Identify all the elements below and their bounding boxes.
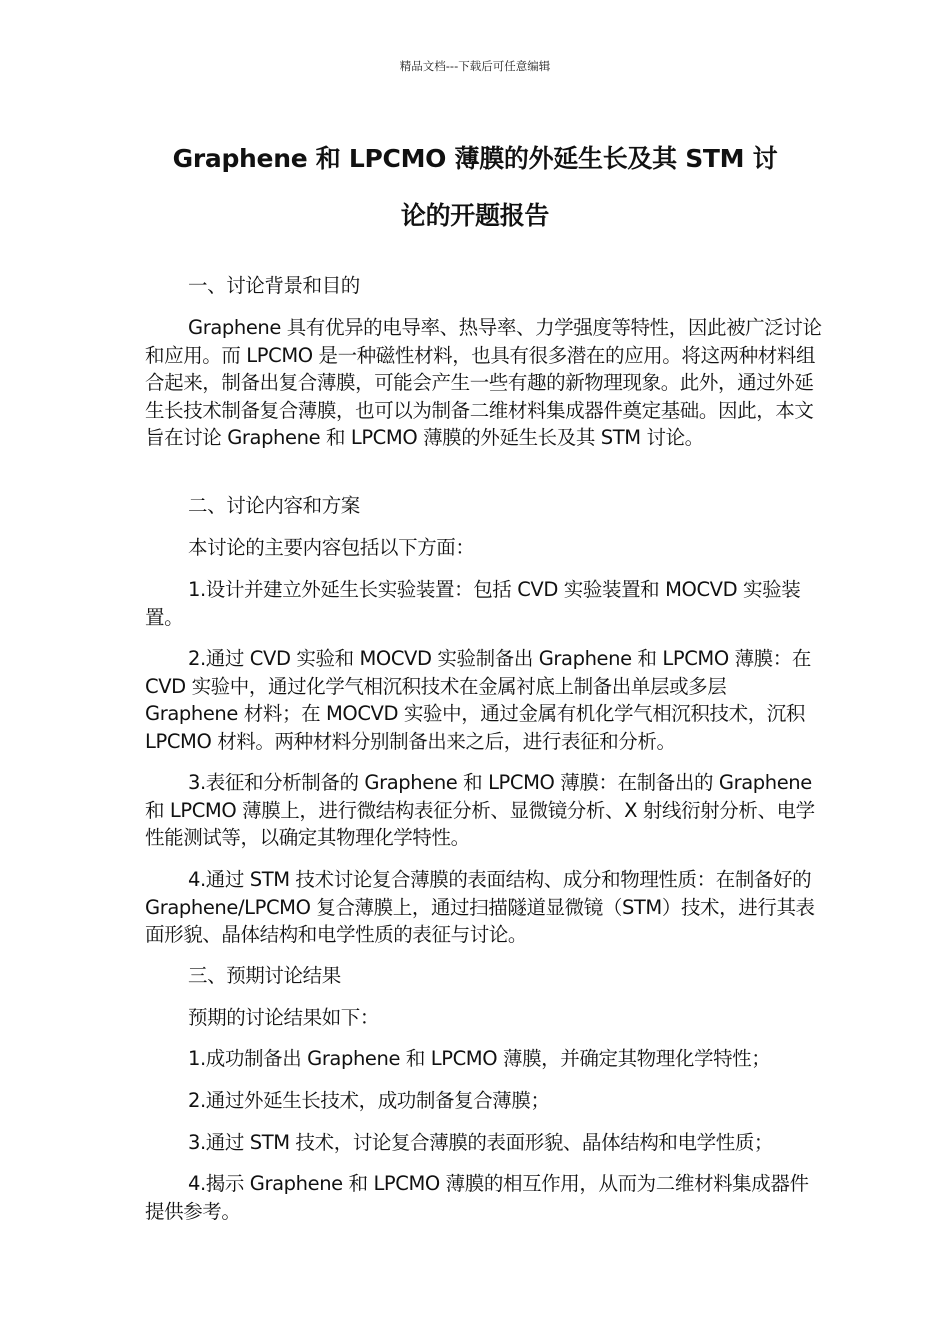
section-heading-background: 一、讨论背景和目的	[188, 274, 360, 297]
section-heading-content: 二、讨论内容和方案	[188, 494, 360, 517]
list-item-result-3: 3.通过 STM 技术，讨论复合薄膜的表面形貌、晶体结构和电学性质；	[188, 1131, 774, 1154]
paragraph-results-intro: 预期的讨论结果如下：	[188, 1006, 380, 1029]
list-item-result-4: 4.揭示 Graphene 和 LPCMO 薄膜的相互作用，从而为二维材料集成器件提供参考。	[145, 1172, 809, 1223]
document-title-line2: 论的开题报告	[400, 201, 550, 230]
list-item-content-4: 4.通过 STM 技术讨论复合薄膜的表面结构、成分和物理性质：在制备好的 Graphene/LPCMO 复合薄膜上，通过扫描隧道显微镜（STM）技术，进行其表面形貌、晶体结构和电学性质的表征与讨论。	[145, 868, 815, 946]
list-item-result-1: 1.成功制备出 Graphene 和 LPCMO 薄膜，并确定其物理化学特性；	[188, 1047, 771, 1070]
page-header: 精品文档---下载后可任意编辑	[399, 59, 551, 73]
document-title-line1: Graphene 和 LPCMO 薄膜的外延生长及其 STM 讨	[172, 144, 778, 173]
paragraph-content-intro: 本讨论的主要内容包括以下方面：	[188, 536, 475, 559]
list-item-content-3: 3.表征和分析制备的 Graphene 和 LPCMO 薄膜：在制备出的 Graphene 和 LPCMO 薄膜上，进行微结构表征分析、显微镜分析、X 射线衍射分析、电学性能测试等，以确定其物理化学特性。	[145, 771, 815, 849]
list-item-content-2: 2.通过 CVD 实验和 MOCVD 实验制备出 Graphene 和 LPCMO 薄膜：在 CVD 实验中，通过化学气相沉积技术在金属衬底上制备出单层或多层 Graphene 材料；在 MOCVD 实验中，通过金属有机化学气相沉积技术，沉积 LPCMO 材料。两种材料分别制备出来之后，进行表征和分析。	[145, 647, 811, 753]
paragraph-background: Graphene 具有优异的电导率、热导率、力学强度等特性，因此被广泛讨论和应用。而 LPCMO 是一种磁性材料，也具有很多潜在的应用。将这两种材料组合起来，制备出复合薄膜，可能会产生一些有趣的新物理现象。此外，通过外延生长技术制备复合薄膜，也可以为制备二维材料集成器件奠定基础。因此，本文旨在讨论 Graphene 和 LPCMO 薄膜的外延生长及其 STM 讨论。	[145, 316, 822, 449]
list-item-content-1: 1.设计并建立外延生长实验装置：包括 CVD 实验装置和 MOCVD 实验装置。	[145, 578, 801, 629]
section-heading-results: 三、预期讨论结果	[188, 964, 341, 987]
list-item-result-2: 2.通过外延生长技术，成功制备复合薄膜；	[188, 1089, 550, 1112]
